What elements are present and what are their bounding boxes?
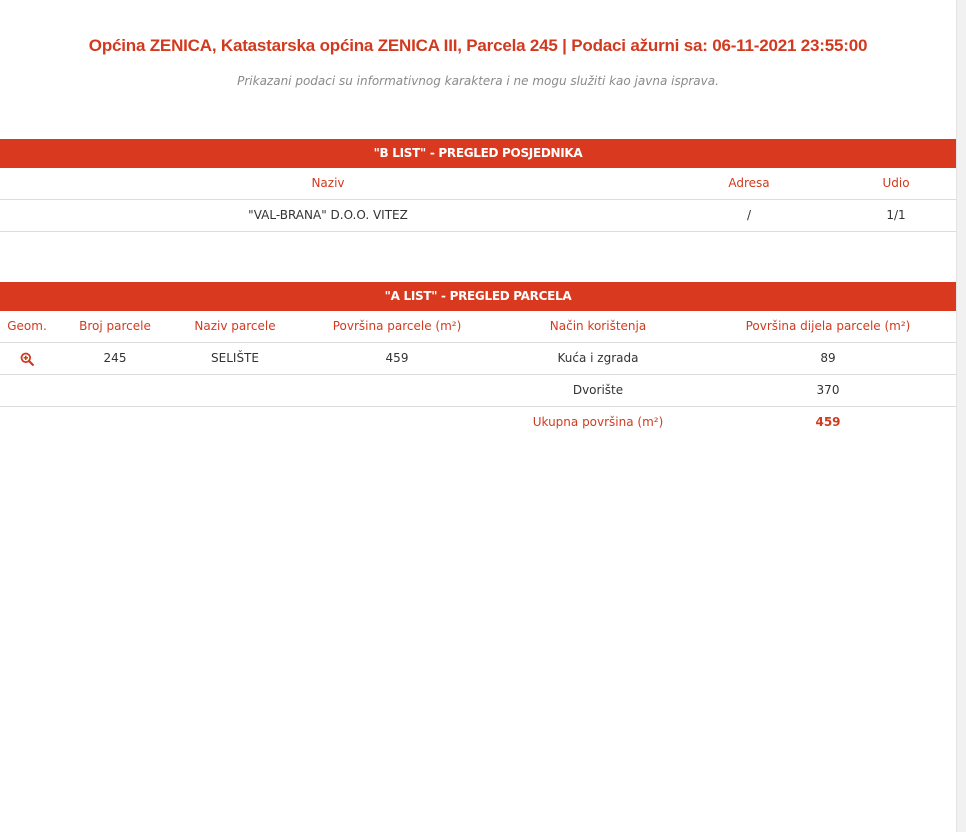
table-row [0,200,956,232]
usage-area: 370 [816,383,840,397]
table-row [0,343,956,375]
col-naziv-header: Naziv parcele [194,319,276,333]
col-broj-header: Broj parcele [79,319,151,333]
total-label: Ukupna površina (m²) [532,415,664,429]
col-udio-header: Udio [882,176,910,190]
usage-type: Kuća i zgrada [557,351,639,365]
a-list-title: "A LIST" - PREGLED PARCELA [0,282,956,311]
total-row [0,407,956,438]
a-list-header-row [0,311,956,343]
geom-zoom-button[interactable] [0,343,54,374]
disclaimer-text: Prikazani podaci su informativnog karaktera i ne mogu služiti kao javna isprava. [237,74,719,88]
owner-share: 1/1 [886,208,906,222]
owner-name: "VAL-BRANA" D.O.O. VITEZ [248,208,408,222]
zoom-in-icon [20,352,34,366]
total-value: 459 [815,415,841,429]
usage-type: Dvorište [572,383,624,397]
col-adresa-header: Adresa [728,176,770,190]
parcel-number: 245 [103,351,127,365]
parcel-name: SELIŠTE [211,351,259,365]
b-list-section [0,139,956,232]
col-dio-header: Površina dijela parcele (m²) [745,319,911,333]
col-geom-header: Geom. [7,319,47,333]
col-povrsina-header: Površina parcele (m²) [332,319,462,333]
usage-area: 89 [820,351,836,365]
a-list-section [0,282,956,438]
page-title: Općina ZENICA, Katastarska općina ZENICA III, Parcela 245 | Podaci ažurni sa: 06-11-2021 23:55:00 [88,36,868,55]
parcel-area: 459 [385,351,409,365]
owner-address: / [746,208,752,222]
table-row [0,375,956,407]
b-list-title: "B LIST" - PREGLED POSJEDNIKA [0,139,956,168]
col-nacin-header: Način korištenja [549,319,647,333]
b-list-header-row [0,168,956,200]
col-naziv-header: Naziv [311,176,345,190]
